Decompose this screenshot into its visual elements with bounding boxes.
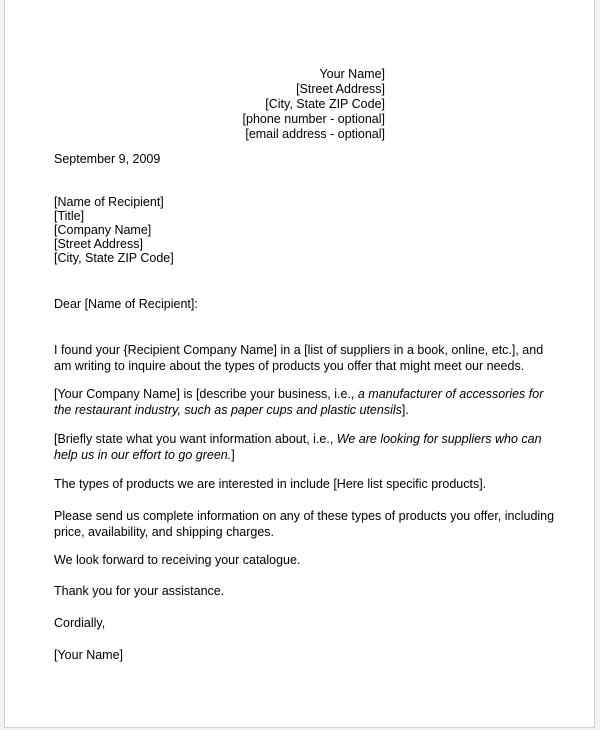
p3-italic: We are looking for suppliers who can help us in our effort to go green. [54, 432, 542, 462]
p2-italic: a manufacturer of accessories for the restaurant industry, such as paper cups and plastic utensils [54, 387, 544, 417]
paragraph-thanks: Thank you for your assistance. [54, 584, 225, 598]
sender-email: [email address - optional] [245, 127, 385, 141]
signature-name: [Your Name] [54, 648, 124, 662]
sender-city: [City, State ZIP Code] [265, 97, 385, 111]
recipient-street: [Street Address] [54, 237, 143, 251]
salutation: Dear [Name of Recipient]: [54, 297, 198, 311]
recipient-city: [City, State ZIP Code] [54, 251, 174, 265]
paragraph-send-info: Please send us complete information on any of these types of products you offer, including price, availability, and shipping charges. [54, 509, 555, 539]
sender-street: [Street Address] [296, 82, 385, 96]
p2-start: [Your Company Name] is [describe your business, i.e., [54, 387, 358, 401]
sender-phone: [phone number - optional] [242, 112, 385, 126]
paragraph-company-description [54, 387, 559, 418]
paragraph-products: The types of products we are interested in include [Here list specific products]. [54, 477, 487, 491]
sender-name: Your Name] [319, 67, 385, 81]
recipient-title: [Title] [54, 209, 85, 223]
paragraph-information-request [54, 432, 559, 463]
p3-start: [Briefly state what you want information about, i.e., [54, 432, 337, 446]
letter-page [4, 0, 595, 728]
recipient-address-block [54, 195, 559, 265]
sender-address-block [235, 67, 385, 142]
recipient-name: [Name of Recipient] [54, 195, 164, 209]
p2-end: ]. [401, 402, 409, 417]
recipient-company: [Company Name] [54, 223, 152, 237]
letter-date: September 9, 2009 [54, 152, 161, 166]
paragraph-catalogue: We look forward to receiving your catalogue. [54, 553, 301, 567]
paragraph-inquiry: I found your {Recipient Company Name] in a [list of suppliers in a book, online, etc.], and am writing to inquire about the types of products you offer that might meet our needs. [54, 343, 544, 373]
p3-end: ] [231, 447, 235, 462]
closing: Cordially, [54, 616, 106, 630]
